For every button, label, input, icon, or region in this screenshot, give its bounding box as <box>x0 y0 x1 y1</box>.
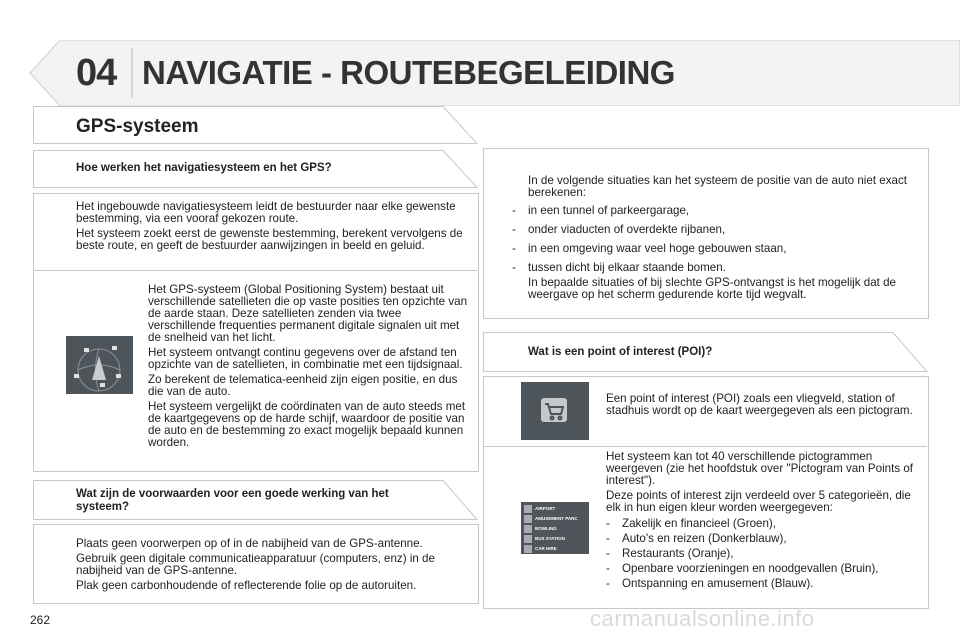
list-item: - Openbare voorzieningen en noodgevallen (Bruin), <box>606 562 879 575</box>
situations-list <box>512 205 921 274</box>
airport-icon <box>524 505 532 513</box>
condition-2: Gebruik geen digitale communicatieapparatuur (computers, enz) in de nabijheid van de GPS-antenne. <box>76 552 435 577</box>
list-item: - in een tunnel of parkeergarage, <box>512 204 690 217</box>
intro-paragraph-1: Het ingebouwde navigatiesysteem leidt de bestuurder naar elke gewenste bestemming, via een vooraf gekozen route. <box>76 200 456 225</box>
list-item: AMUSEMENT PARC <box>524 514 574 524</box>
list-item: - Zakelijk en financieel (Groen), <box>606 517 777 530</box>
gps-satellite-illustration <box>66 336 133 394</box>
gps-paragraph-3: Zo berekent de telematica-eenheid zijn eigen positie, en dus die van de auto. <box>148 373 458 398</box>
list-item: BOWLING <box>524 524 574 534</box>
question-conditions: Wat zijn de voorwaarden voor een goede werking van het systeem? <box>76 488 389 513</box>
gps-text <box>148 284 468 452</box>
intro-paragraph-2: Het systeem zoekt eerst de gewenste bestemming, berekent vervolgens de beste route, en geeft de bestuurder aanwijzingen in beeld en geluid. <box>76 227 463 252</box>
gps-paragraph-2: Het systeem ontvangt continu gegevens over de afstand ten opzichte van de satellieten, in combinatie met een tijdsignaal. <box>148 346 463 371</box>
divider <box>483 446 927 447</box>
condition-1: Plaats geen voorwerpen op of in de nabijheid van de GPS-antenne. <box>76 537 423 550</box>
list-item: CAR HIRE <box>524 544 574 554</box>
gps-paragraph-4: Het systeem vergelijkt de coördinaten van de auto steeds met de kaartgegevens op de harde schijf, waardoor de positie van de auto en de bestemming zo exact mogelijk bepaald kunnen worden. <box>148 400 466 449</box>
poi-categories-list <box>606 518 918 590</box>
poi-intro <box>606 393 916 420</box>
gps-paragraph-1: Het GPS-systeem (Global Positioning System) bestaat uit verschillende satellieten die op vaste posities ten opzichte van de aarde staan. Deze satellieten zenden via twee verschillende frequenties permanent digitale signalen uit met de snelheid van het licht. <box>148 283 468 344</box>
situations-intro: In de volgende situaties kan het systeem de positie van de auto niet exact berekenen: <box>528 174 907 199</box>
section-title: GPS-systeem <box>76 116 199 137</box>
shopping-cart-poi-illustration <box>521 382 589 440</box>
poi-paragraph-2: Het systeem kan tot 40 verschillende pictogrammen weergeven (zie het hoofdstuk over "Pictogram van Points of interest"). <box>606 450 914 487</box>
bus-station-icon <box>524 535 532 543</box>
bowling-icon <box>524 525 532 533</box>
question-poi: Wat is een point of interest (POI)? <box>528 346 713 358</box>
amusement-park-icon <box>524 515 532 523</box>
chapter-number: 04 <box>76 52 117 94</box>
poi-paragraph-1: Een point of interest (POI) zoals een vliegveld, station of stadhuis wordt op de kaart weergegeven als een pictogram. <box>606 392 913 417</box>
list-item: - Auto's en reizen (Donkerblauw), <box>606 532 787 545</box>
question-how-works: Hoe werken het navigatiesysteem en het GPS? <box>76 162 332 174</box>
list-item: - tussen dicht bij elkaar staande bomen. <box>512 261 726 274</box>
list-item: AIRPORT <box>524 504 574 514</box>
conditions-text <box>76 538 471 595</box>
list-item: - in een omgeving waar veel hoge gebouwen staan, <box>512 242 787 255</box>
condition-3: Plak geen carbonhoudende of reflecterende folie op de autoruiten. <box>76 579 417 592</box>
chapter-title: NAVIGATIE - ROUTEBEGELEIDING <box>142 54 675 91</box>
list-item: - onder viaducten of overdekte rijbanen, <box>512 223 726 236</box>
situations-outro: In bepaalde situaties of bij slechte GPS-ontvangst is het mogelijk dat de weergave op het scherm gedurende korte tijd wegvalt. <box>528 276 896 301</box>
list-item: - Restaurants (Oranje), <box>606 547 734 560</box>
car-hire-icon <box>524 545 532 553</box>
poi-paragraph-3: Deze points of interest zijn verdeeld over 5 categorieën, die elk in hun eigen kleur worden weergegeven: <box>606 489 911 514</box>
page-number: 262 <box>30 613 51 627</box>
intro-text <box>76 201 466 255</box>
divider <box>33 270 477 271</box>
list-item: BUS STATION <box>524 534 574 544</box>
watermark: carmanualsonline.info <box>590 606 815 631</box>
list-item: - Ontspanning en amusement (Blauw). <box>606 577 814 590</box>
situations-text <box>512 174 921 304</box>
poi-list-screen <box>521 502 589 554</box>
poi-details <box>606 451 918 593</box>
